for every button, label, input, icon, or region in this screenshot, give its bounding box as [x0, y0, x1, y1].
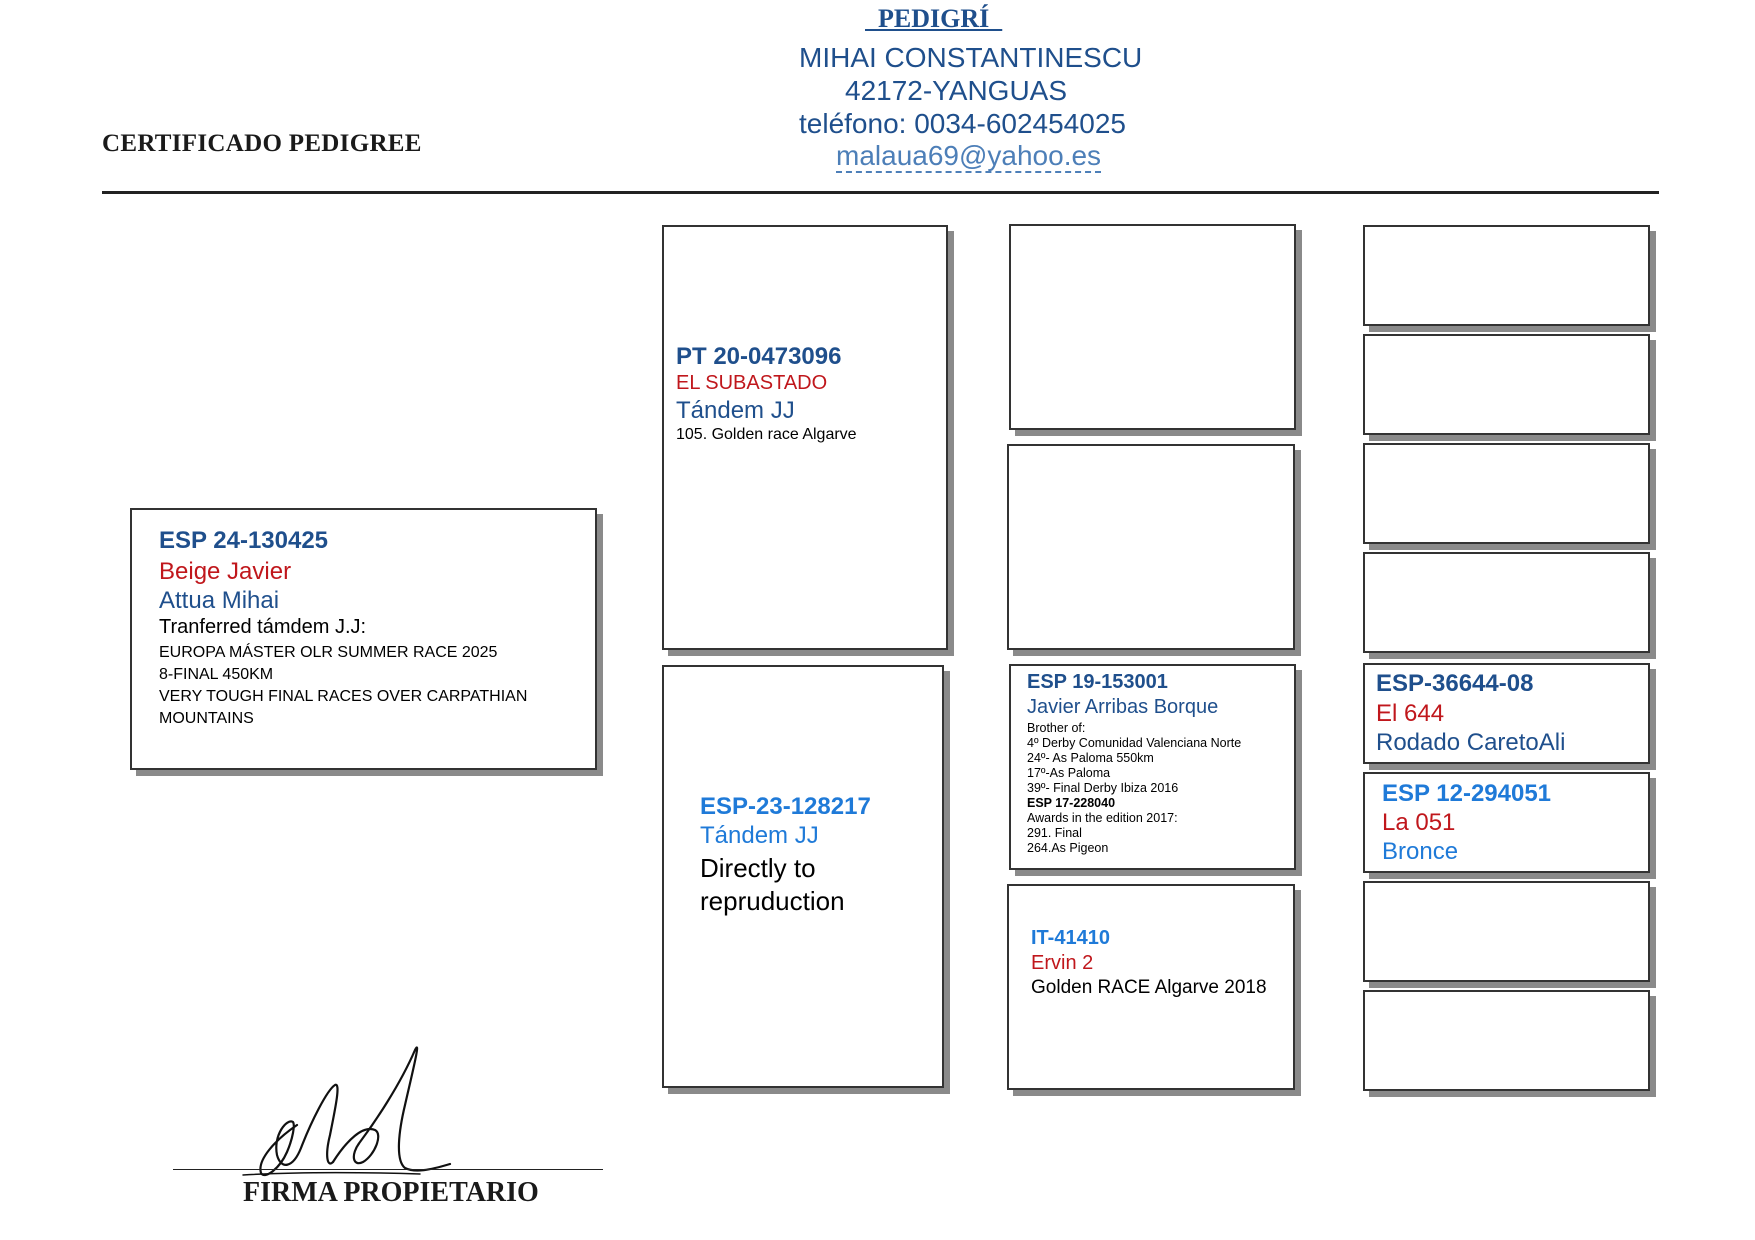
subject-pigeon-card — [130, 508, 597, 770]
gen3-card-1 — [1363, 225, 1650, 326]
header-divider — [102, 191, 1659, 194]
certificate-title: CERTIFICADO PEDIGREE — [102, 130, 422, 157]
gg-dam-name: La 051 — [1382, 809, 1456, 836]
subject-line: 8-FINAL 450KM — [159, 666, 274, 683]
dam-sire-sub-line: Awards in the edition 2017: — [1027, 811, 1178, 825]
signature-line — [173, 1169, 603, 1170]
sire-dam-card — [1007, 444, 1295, 650]
gg-dam-card — [1363, 772, 1650, 873]
dam-card — [662, 665, 944, 1088]
dam-dam-name: Ervin 2 — [1031, 952, 1094, 974]
dam-sire-card — [1009, 664, 1296, 870]
signature-label: FIRMA PROPIETARIO — [243, 1177, 539, 1208]
sire-ring: PT 20-0473096 — [676, 343, 842, 370]
dam-sire-line: 24º- As Paloma 550km — [1027, 751, 1154, 765]
gg-dam-ring: ESP 12-294051 — [1382, 780, 1552, 807]
dam-sire-line: 4º Derby Comunidad Valenciana Norte — [1027, 736, 1242, 750]
subject-note: Tranferred támdem J.J: — [159, 616, 367, 638]
gg-sire-breeder: Rodado CaretoAli — [1376, 729, 1566, 756]
dam-ring: ESP-23-128217 — [700, 793, 871, 820]
dam-sire-ring: ESP 19-153001 — [1027, 671, 1168, 693]
dam-sire-sub-line: 264.As Pigeon — [1027, 841, 1109, 855]
dam-sire-sub-ring: ESP 17-228040 — [1027, 796, 1116, 810]
owner-email-link[interactable]: malaua69@yahoo.es — [836, 140, 1102, 171]
sire-card — [662, 225, 948, 650]
dam-breeder: Tándem JJ — [700, 822, 819, 849]
subject-line: MOUNTAINS — [159, 710, 254, 727]
sire-sire-card — [1009, 224, 1296, 430]
gen3-card-7 — [1363, 881, 1650, 982]
dam-sire-line: Brother of: — [1027, 721, 1086, 735]
subject-name: Beige Javier — [159, 558, 292, 585]
owner-signature-image — [235, 1030, 465, 1180]
sire-name: EL SUBASTADO — [676, 372, 828, 394]
gen3-card-4 — [1363, 552, 1650, 653]
dam-note: repruduction — [700, 886, 845, 916]
gg-sire-name: El 644 — [1376, 700, 1445, 727]
dam-note: Directly to — [700, 853, 816, 883]
gen3-card-3 — [1363, 443, 1650, 544]
gg-sire-card — [1363, 663, 1650, 764]
gen3-card-8 — [1363, 990, 1650, 1091]
subject-breeder: Attua Mihai — [159, 587, 280, 614]
subject-line: VERY TOUGH FINAL RACES OVER CARPATHIAN — [159, 688, 528, 705]
dam-sire-breeder: Javier Arribas Borque — [1027, 696, 1219, 718]
dam-sire-sub-line: 291. Final — [1027, 826, 1082, 840]
gen3-card-2 — [1363, 334, 1650, 435]
dam-dam-card — [1007, 884, 1295, 1090]
owner-phone: teléfono: 0034-602454025 — [799, 108, 1126, 139]
subject-ring: ESP 24-130425 — [159, 527, 329, 554]
owner-name: MIHAI CONSTANTINESCU — [799, 42, 1143, 73]
dam-sire-line: 39º- Final Derby Ibiza 2016 — [1027, 781, 1179, 795]
pedigree-heading: PEDIGRÍ — [865, 4, 1003, 33]
dam-sire-line: 17º-As Paloma — [1027, 766, 1111, 780]
gg-dam-breeder: Bronce — [1382, 838, 1459, 865]
owner-address: 42172-YANGUAS — [845, 75, 1068, 106]
subject-line: EUROPA MÁSTER OLR SUMMER RACE 2025 — [159, 644, 498, 661]
dam-dam-note: Golden RACE Algarve 2018 — [1031, 977, 1267, 998]
gg-sire-ring: ESP-36644-08 — [1376, 670, 1534, 697]
sire-breeder: Tándem JJ — [676, 397, 795, 424]
sire-note: 105. Golden race Algarve — [676, 426, 857, 443]
dam-dam-ring: IT-41410 — [1031, 927, 1110, 949]
